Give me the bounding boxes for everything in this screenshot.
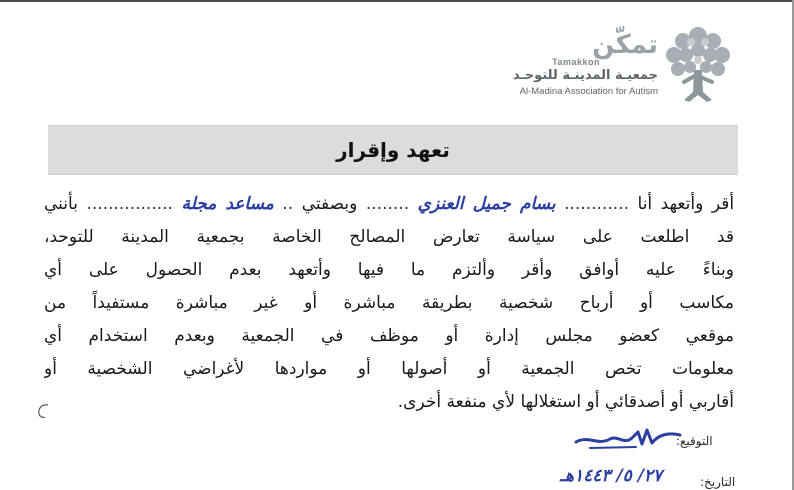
document-title: تعهد وإقرار <box>48 125 738 175</box>
brand-name-ar: تمكّن <box>592 30 658 60</box>
organization-name-ar: جمعيـة المدينـة للتوحـد <box>512 68 658 83</box>
handwritten-date: ٢٧/ ٥/ ١٤٤٣هـ <box>560 466 663 486</box>
pledge-line: مكاسب أو أرباح شخصية بطريقة مباشرة أو غير مباشرة مستفيداً من <box>44 293 734 313</box>
pledge-line: أقر وأتعهد أنا ............ بسام جميل العنزي ........ وبصفتي .. مساعد مجلة ................ بأنني <box>44 194 734 214</box>
brand-name-en: Tamakkon <box>552 57 600 67</box>
page-top-border <box>0 0 794 2</box>
handwritten-signature <box>572 420 684 456</box>
pledge-line: قد اطلعت على سياسة تعارض المصالح الخاصة بجمعية المدينة للتوحد، <box>44 227 734 247</box>
pledge-paragraph <box>44 188 734 419</box>
handwritten-position: مساعد مجلة <box>181 194 274 214</box>
pledge-line: أقاربي أو أصدقائي أو استغلالها لأي منفعة أخرى. <box>397 392 734 412</box>
pledge-line: موقعي كعضو مجلس إدارة أو موظف في الجمعية وبعدم استخدام أي <box>44 326 734 346</box>
pledge-line: معلومات تخص الجمعية أو أصولها أو مواردها لأغراضي الشخصية أو <box>44 359 734 379</box>
date-label: التاريخ: <box>700 475 736 489</box>
signature-label: التوقيع: <box>676 434 713 448</box>
punch-hole-mark <box>36 402 52 420</box>
organization-name-en: Al-Madina Association for Autism <box>519 86 658 97</box>
handwritten-name: بسام جميل العنزي <box>417 194 556 214</box>
pledge-line: وبناءً عليه أوافق وأقر وألتزم ما فيها وأتعهد بعدم الحصول على أي <box>44 260 734 280</box>
organization-identity <box>498 32 658 99</box>
puzzle-tree-logo-icon <box>656 22 740 106</box>
